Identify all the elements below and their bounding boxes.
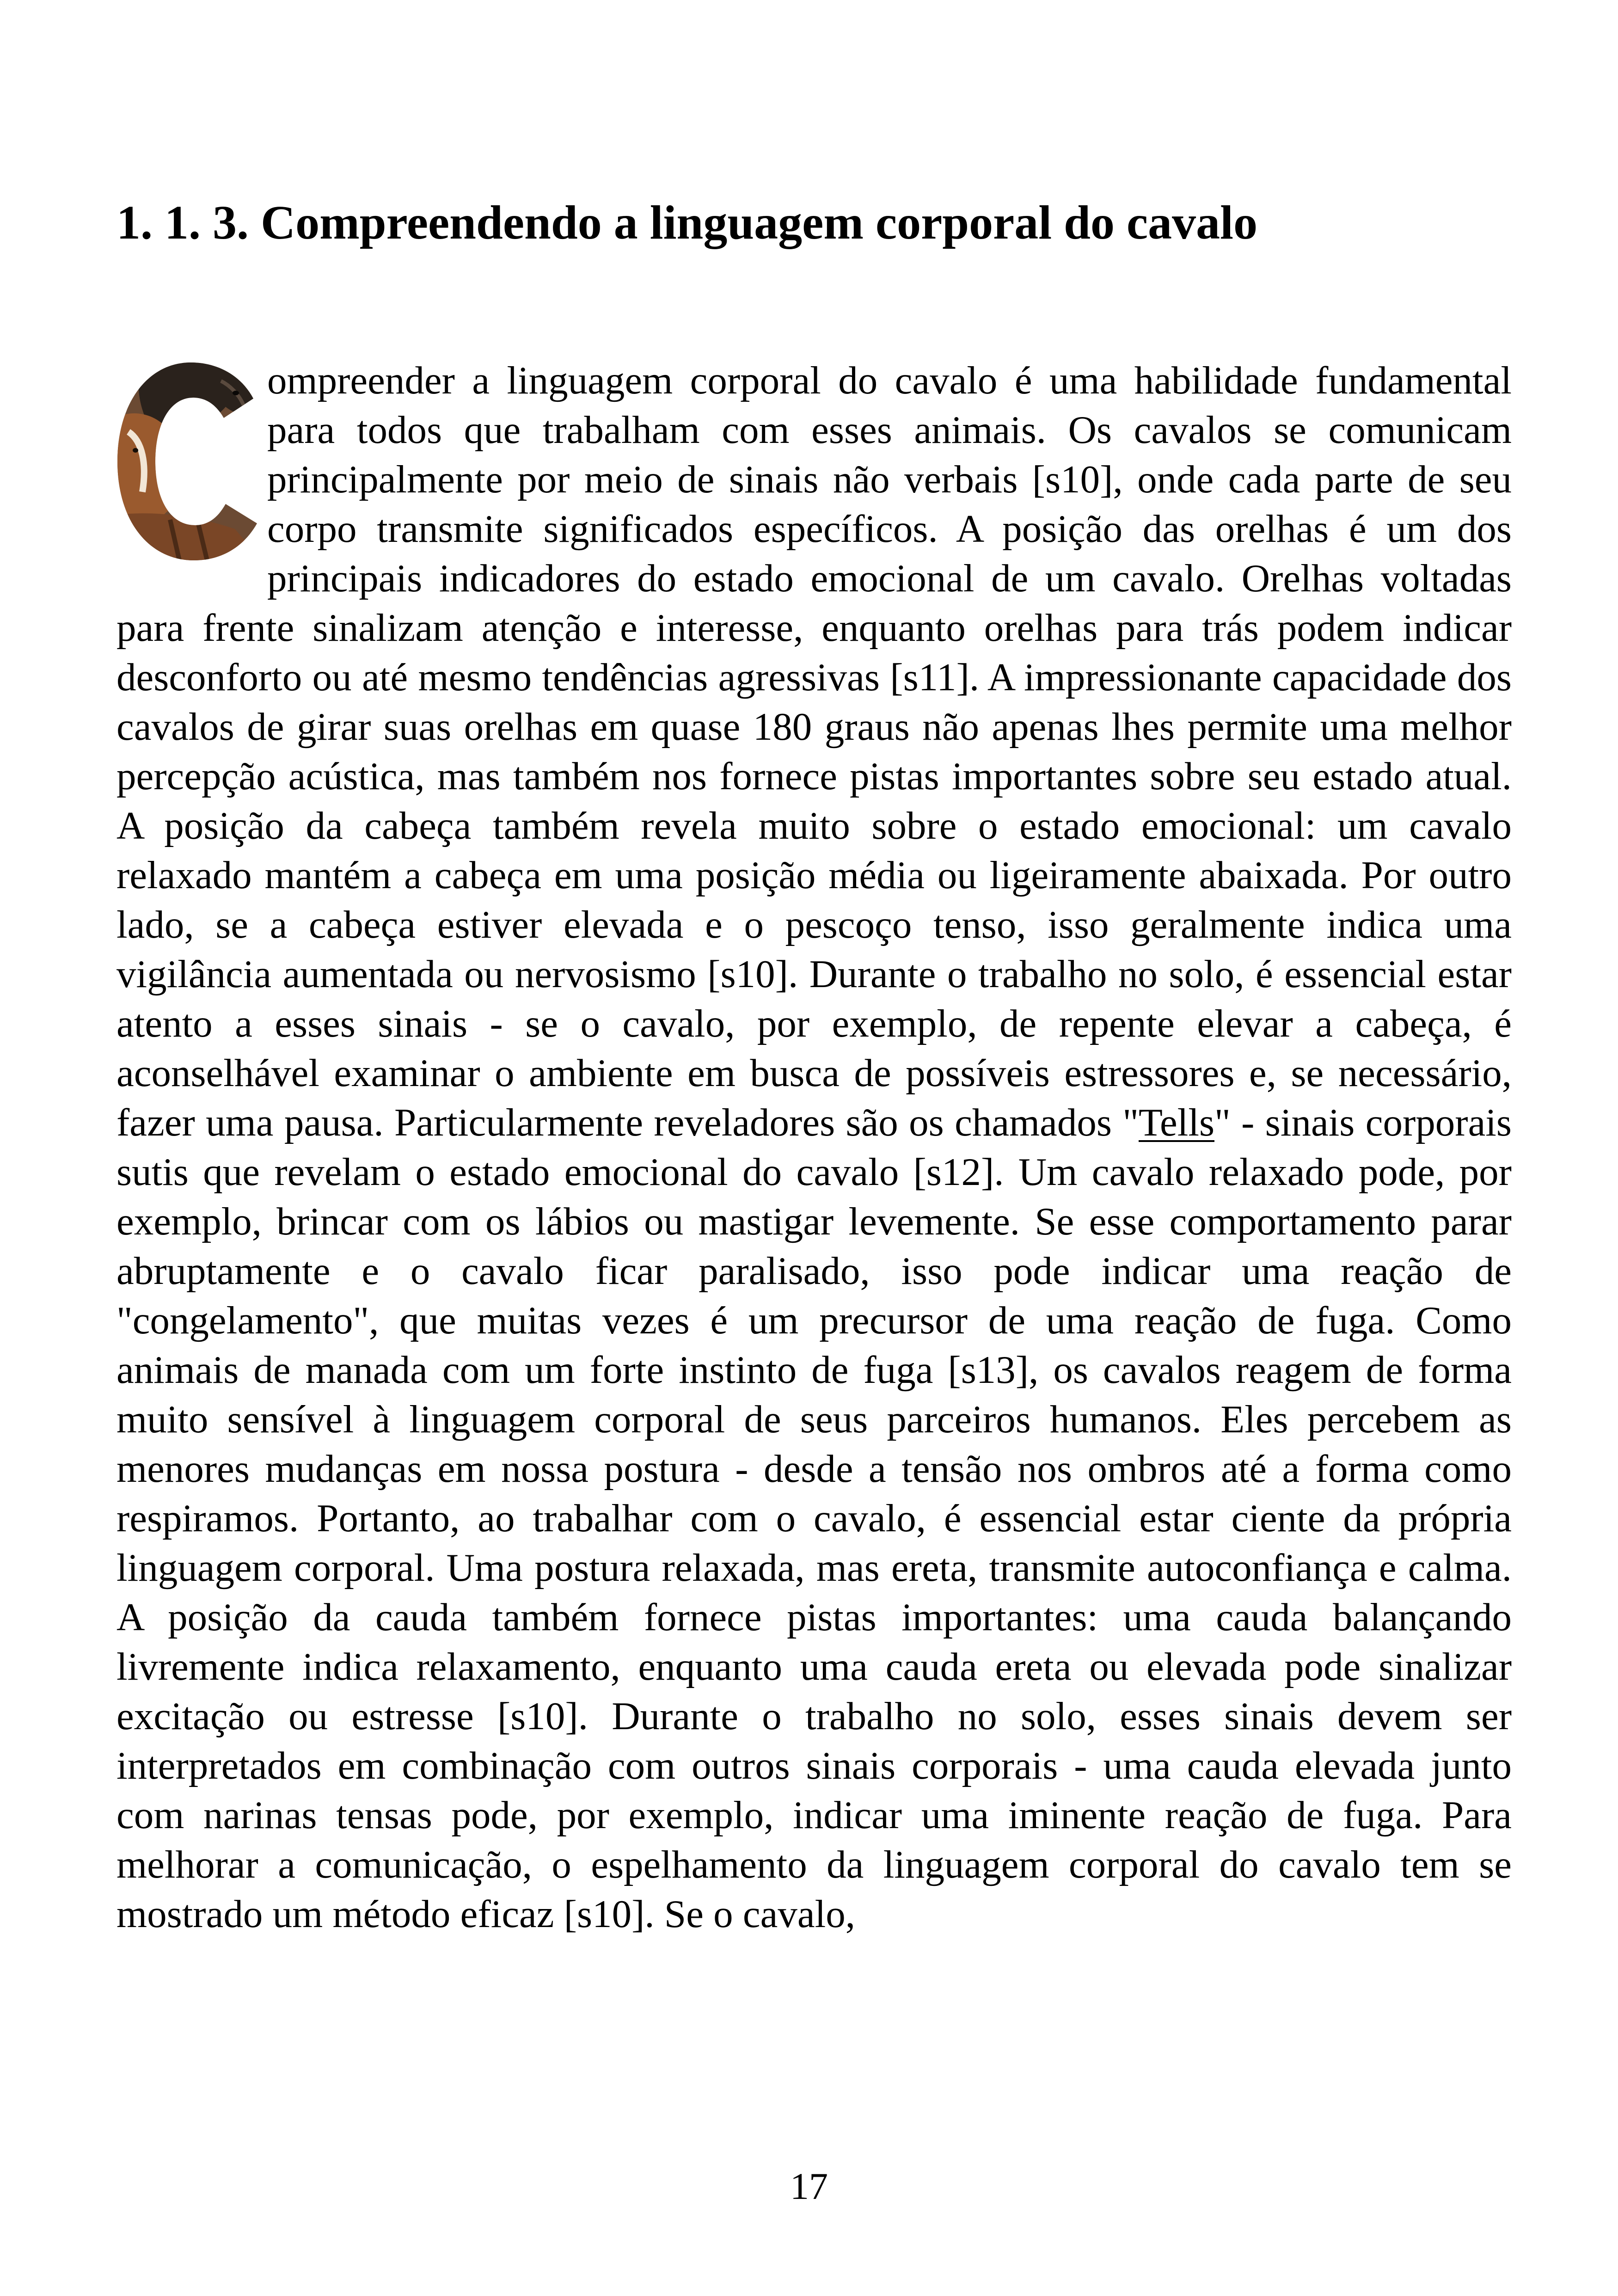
paragraph-text-part-2: " - sinais corporais sutis que revelam o estado emocional do cavalo [s12]. Um cavalo relaxado pode, por exemplo, brincar com os lábios ou mastigar levemente. Se esse comportamento parar abruptamente e o cavalo ficar paralisado, isso pode indicar uma reação de "congelamento", que muitas vezes é um precursor de uma reação de fuga. Como animais de manada com um forte instinto de fuga [s13], os cavalos reagem de forma muito sensível à linguagem corporal de seus parceiros humanos. Eles percebem as menores mudanças em nossa postura - desde a tensão nos ombros até a forma como respiramos. Portanto, ao trabalhar com o cavalo, é essencial estar ciente da própria linguagem corporal. Uma postura relaxada, mas ereta, transmite autoconfiança e calma. A posição da cauda também fornece pistas importantes: uma cauda balançando livremente indica relaxamento, enquanto uma cauda ereta ou elevada pode sinalizar excitação ou estresse [s10]. Durante o trabalho no solo, esses sinais devem ser interpretados em combinação com outros sinais corporais - uma cauda elevada junto com narinas tensas pode, por exemplo, indicar uma iminente reação de fuga. Para melhorar a comunicação, o espelhamento da linguagem corporal do cavalo tem se mostrado um método eficaz [s10]. Se o cavalo, <box>116 1101 1512 1936</box>
tells-underlined-term: Tells <box>1139 1101 1215 1144</box>
page-number: 17 <box>790 2165 828 2207</box>
horse-dropcap-icon <box>115 362 262 560</box>
paragraph-text-part-1: ompreender a linguagem corporal do cavalo é uma habilidade fundamental para todos que trabalham com esses animais. Os cavalos se comunicam principalmente por meio de sinais não verbais [s10], onde cada parte de seu corpo transmite significados específicos. A posição das orelhas é um dos principais indicadores do estado emocional de um cavalo. Orelhas voltadas para frente sinalizam atenção e interesse, enquanto orelhas para trás podem indicar desconforto ou até mesmo tendências agressivas [s11]. A impressionante capacidade dos cavalos de girar suas orelhas em quase 180 graus não apenas lhes permite uma melhor percepção acústica, mas também nos fornece pistas importantes sobre seu estado atual. A posição da cabeça também revela muito sobre o estado emocional: um cavalo relaxado mantém a cabeça em uma posição média ou ligeiramente abaixada. Por outro lado, se a cabeça estiver elevada e o pescoço tenso, isso geralmente indica uma vigilância aumentada ou nervosismo [s10]. Durante o trabalho no solo, é essencial estar atento a esses sinais - se o cavalo, por exemplo, de repente elevar a cabeça, é aconselhável examinar o ambiente em busca de possíveis estressores e, se necessário, fazer uma pausa. Particularmente reveladores são os chamados " <box>116 359 1512 1144</box>
body-paragraph <box>116 356 1512 1939</box>
section-heading: 1. 1. 3. Compreendendo a linguagem corporal do cavalo <box>116 196 1258 249</box>
